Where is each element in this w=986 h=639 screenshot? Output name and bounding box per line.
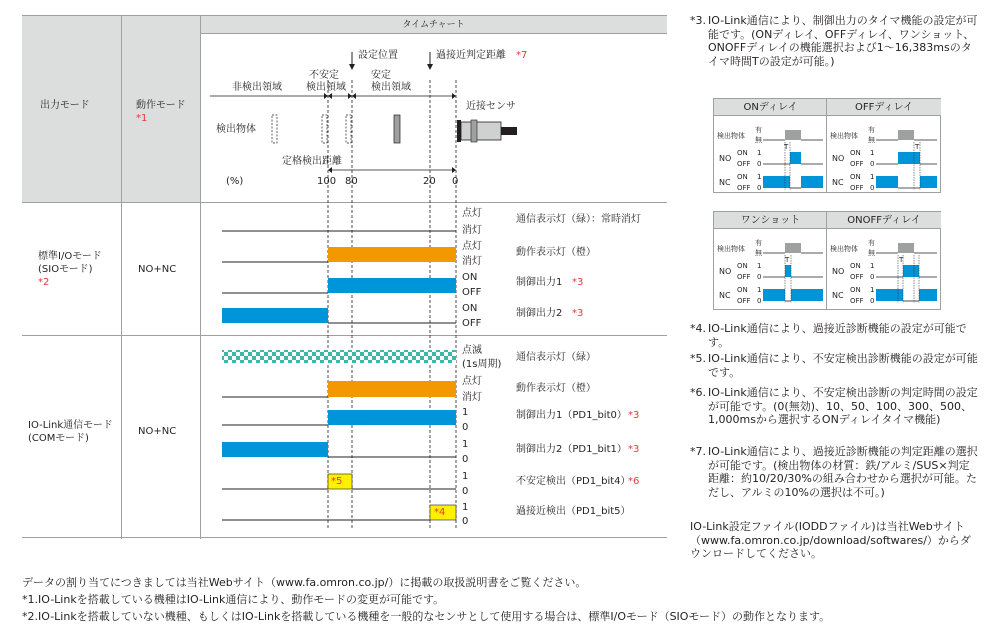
setting-position-label: 設定位置	[358, 50, 398, 61]
timer-on: ON	[850, 173, 861, 181]
timer-present: 有	[868, 126, 875, 134]
rated-distance-label: 定格検出距離	[282, 156, 342, 167]
no-wave	[790, 152, 801, 164]
timer-charts	[713, 98, 941, 312]
timer-one: 1	[757, 286, 762, 294]
com-op-led-top: 点灯	[462, 376, 482, 387]
timer-off: OFF	[850, 273, 864, 281]
proximity-sensor-icon	[457, 120, 517, 142]
sio-out2-name: 制御出力2	[516, 308, 563, 319]
timer-on: ON	[737, 149, 748, 157]
sio-comm-led-top: 点灯	[462, 208, 482, 219]
timer-object-label: 検出物体	[717, 245, 745, 253]
timer-zero: 0	[870, 184, 875, 192]
timer-zero: 0	[757, 160, 762, 168]
note-5-text: IO-Link通信により、不安定検出診断機能の設定が可能です。	[708, 352, 978, 379]
timer-t: T	[784, 143, 789, 151]
timer-nc: NC	[832, 291, 844, 300]
timer-object-label: 検出物体	[830, 245, 858, 253]
timer-one: 1	[757, 173, 762, 181]
timer-nc: NC	[719, 178, 731, 187]
scale-20-label: 20	[423, 176, 436, 187]
timer-on: ON	[850, 149, 861, 157]
com-unstable-bottom: 0	[462, 486, 469, 497]
note-3	[690, 14, 980, 68]
note-5-mark: *5.	[690, 352, 706, 365]
timer-zero: 0	[870, 273, 875, 281]
timer-nc: NC	[832, 178, 844, 187]
sio-mode-note: *2	[38, 277, 50, 288]
sio-out1-note: *3	[572, 277, 584, 288]
object-hatched	[394, 115, 400, 143]
com-out2-note: *3	[628, 444, 640, 455]
com-output1-bar	[328, 410, 456, 425]
com-out2-bottom: 0	[462, 454, 469, 465]
operation-mode-header: 動作モード	[136, 100, 186, 111]
timer-no: NO	[719, 267, 732, 276]
timer-absent: 無	[755, 249, 762, 257]
timer-present: 有	[755, 126, 762, 134]
sio-mode-sublabel: (SIOモード)	[38, 264, 93, 275]
sio-mode-operation: NO+NC	[138, 264, 177, 275]
com-mode-sublabel: (COMモード)	[28, 433, 89, 444]
timer-off: OFF	[737, 273, 751, 281]
iodd-note	[690, 520, 980, 561]
object-outline-1	[272, 115, 277, 143]
sio-op-led-name: 動作表示灯（橙）	[516, 247, 596, 258]
sio-out1-top: ON	[462, 272, 478, 283]
sio-mode-label: 標準I/Oモード	[38, 251, 102, 262]
com-mode-operation: NO+NC	[138, 426, 177, 437]
com-operation-led-bar	[328, 381, 456, 397]
com-unstable-top: 1	[462, 471, 469, 482]
sio-op-led-top: 点灯	[462, 241, 482, 252]
nc-wave	[763, 176, 790, 188]
com-comm-led-bottom: (1s周期)	[462, 359, 502, 370]
timer-one: 1	[870, 286, 875, 294]
com-op-led-name: 動作表示灯（橙）	[516, 383, 596, 394]
timer-zero: 0	[757, 273, 762, 281]
timer-object-label: 検出物体	[830, 132, 858, 140]
timer-one: 1	[757, 262, 762, 270]
unstable-badge: *5	[331, 476, 343, 487]
com-out1-name: 制御出力1（PD1_bit0）	[516, 410, 627, 421]
timer-no: NO	[719, 154, 732, 163]
scale-80-label: 80	[345, 176, 358, 187]
timer-chart-title: ONOFFディレイ	[827, 212, 941, 229]
note-6-mark: *6.	[690, 386, 706, 399]
sio-operation-led-bar	[328, 247, 456, 262]
com-unstable-note: *6	[628, 476, 640, 487]
note-6-text: IO-Link通信により、不安定検出診断の判定時間の設定が可能です。(0(無効)、10、50、100、300、500、1,000msから選択するONディレイタイマ機能)	[708, 386, 978, 427]
timer-zero: 0	[870, 297, 875, 305]
note-4-mark: *4.	[690, 322, 706, 335]
timer-off: OFF	[737, 184, 751, 192]
timer-on: ON	[737, 173, 748, 181]
timer-no: NO	[832, 267, 845, 276]
timer-chart-title: ワンショット	[714, 212, 827, 229]
note-6	[690, 386, 980, 427]
note-7	[690, 445, 980, 499]
sio-out2-bottom: OFF	[462, 318, 482, 329]
com-out2-top: 1	[462, 439, 469, 450]
timer-no: NO	[832, 154, 845, 163]
footer-line-1: データの割り当てにつきましては当社Webサイト（www.fa.omron.co.jp/）に掲載の取扱説明書をご覧ください。	[22, 576, 587, 589]
timer-present: 有	[755, 239, 762, 247]
timer-one: 1	[870, 173, 875, 181]
timer-on: ON	[850, 286, 861, 294]
sio-output2-bar	[222, 308, 328, 323]
timer-absent: 無	[755, 136, 762, 144]
timer-off: OFF	[737, 297, 751, 305]
timer-on: ON	[737, 262, 748, 270]
timer-zero: 0	[870, 160, 875, 168]
com-out1-top: 1	[462, 407, 469, 418]
com-unstable-name: 不安定検出（PD1_bit4）	[516, 476, 631, 487]
timechart-header: タイムチャート	[402, 20, 465, 30]
output-mode-header: 出力モード	[40, 100, 90, 111]
sio-comm-led-name: 通信表示灯（緑）：常時消灯	[516, 214, 641, 225]
note-4	[690, 322, 980, 349]
sio-out1-bottom: OFF	[462, 287, 482, 298]
timer-off: OFF	[850, 160, 864, 168]
com-excess-top: 1	[462, 502, 469, 513]
sio-output1-bar	[328, 278, 456, 293]
timer-t: T	[785, 256, 790, 264]
com-out2-name: 制御出力2（PD1_bit1）	[516, 444, 627, 455]
timer-absent: 無	[868, 136, 875, 144]
timer-t: T	[915, 143, 920, 151]
timer-zero: 0	[757, 184, 762, 192]
com-comm-led-bar	[222, 350, 456, 363]
object-outline-3	[346, 115, 351, 143]
com-excess-bottom: 0	[462, 516, 469, 527]
timer-chart-title: OFFディレイ	[827, 99, 941, 116]
timer-zero: 0	[757, 297, 762, 305]
footer-line-3: *2.IO-Linkを搭載していない機種、もしくはIO-Linkを搭載している機種を一般的なセンサとして使用する場合は、標準I/Oモード（SIOモード）の動作となります。	[22, 610, 831, 623]
com-comm-led-top: 点滅	[462, 345, 482, 356]
stable-zone-label-1: 安定	[371, 70, 391, 81]
object-outline-2	[322, 115, 327, 143]
timer-off: OFF	[850, 297, 864, 305]
sio-out2-top: ON	[462, 303, 478, 314]
excess-badge: *4	[434, 507, 446, 518]
com-mode-label: IO-Link通信モード	[28, 420, 113, 431]
sio-out1-name: 制御出力1	[516, 277, 563, 288]
com-excess-name: 過接近検出（PD1_bit5）	[516, 506, 631, 517]
unstable-zone-label-2: 検出領域	[306, 82, 346, 93]
note-7-mark: *7.	[690, 445, 706, 458]
scale-0-label: 0	[452, 176, 459, 187]
com-out1-note: *3	[628, 410, 640, 421]
timer-absent: 無	[868, 249, 875, 257]
proximity-sensor-label: 近接センサ	[466, 101, 516, 112]
note-3-text: IO-Link通信により、制御出力のタイマ機能の設定が可能です。(ONディレイ、OFFディレイ、ワンショット、ONOFFディレイの機能選択および1～16,383msのタイマ時間Tの設定が可能。)	[708, 14, 978, 68]
com-comm-led-name: 通信表示灯（緑）	[516, 352, 596, 363]
timer-one: 1	[870, 262, 875, 270]
timer-on: ON	[737, 286, 748, 294]
sio-comm-led-bottom: 消灯	[462, 225, 482, 236]
non-detect-zone-label: 非検出領域	[232, 82, 282, 93]
timer-one: 1	[870, 149, 875, 157]
unstable-zone-label-1: 不安定	[309, 70, 339, 81]
scale-100-label: 100	[317, 176, 337, 187]
timer-on: ON	[850, 262, 861, 270]
com-output2-bar	[222, 442, 328, 457]
iodd-text: IO-Link設定ファイル(IODDファイル)は当社Webサイト（www.fa.omron.co.jp/download/softwares/）からダウンロードしてください。	[690, 520, 971, 561]
note-3-mark: *3.	[690, 14, 706, 27]
com-out1-bottom: 0	[462, 422, 469, 433]
operation-mode-note: *1	[136, 113, 148, 124]
note-7-text: IO-Link通信により、過接近診断機能の判定距離の選択が可能です。(検出物体の材質：鉄/アルミ/SUS×判定距離：約10/20/30%の組み合わせから選択が可能。ただし、アルミの10%の選択は不可。)	[708, 445, 978, 499]
timer-one: 1	[757, 149, 762, 157]
object-presence	[785, 130, 801, 140]
timer-object-label: 検出物体	[717, 132, 745, 140]
timer-t: T	[899, 256, 904, 264]
note-4-text: IO-Link通信により、過接近診断機能の設定が可能です。	[708, 322, 967, 349]
excess-distance-note: *7	[516, 50, 528, 61]
sio-out2-note: *3	[572, 308, 584, 319]
timer-nc: NC	[719, 291, 731, 300]
timer-chart-title: ONディレイ	[714, 99, 827, 116]
com-op-led-bottom: 消灯	[462, 392, 482, 403]
note-5	[690, 352, 980, 379]
stable-zone-label-2: 検出領域	[371, 82, 411, 93]
timer-off: OFF	[850, 184, 864, 192]
timer-off: OFF	[737, 160, 751, 168]
sio-op-led-bottom: 消灯	[462, 256, 482, 267]
detect-object-label: 検出物体	[216, 124, 256, 135]
excess-distance-label: 過接近判定距離	[436, 50, 506, 61]
footer-line-2: *1.IO-Linkを搭載している機種はIO-Link通信により、動作モードの変更が可能です。	[22, 593, 445, 606]
percent-unit-label: (%)	[226, 176, 244, 187]
timer-present: 有	[868, 239, 875, 247]
